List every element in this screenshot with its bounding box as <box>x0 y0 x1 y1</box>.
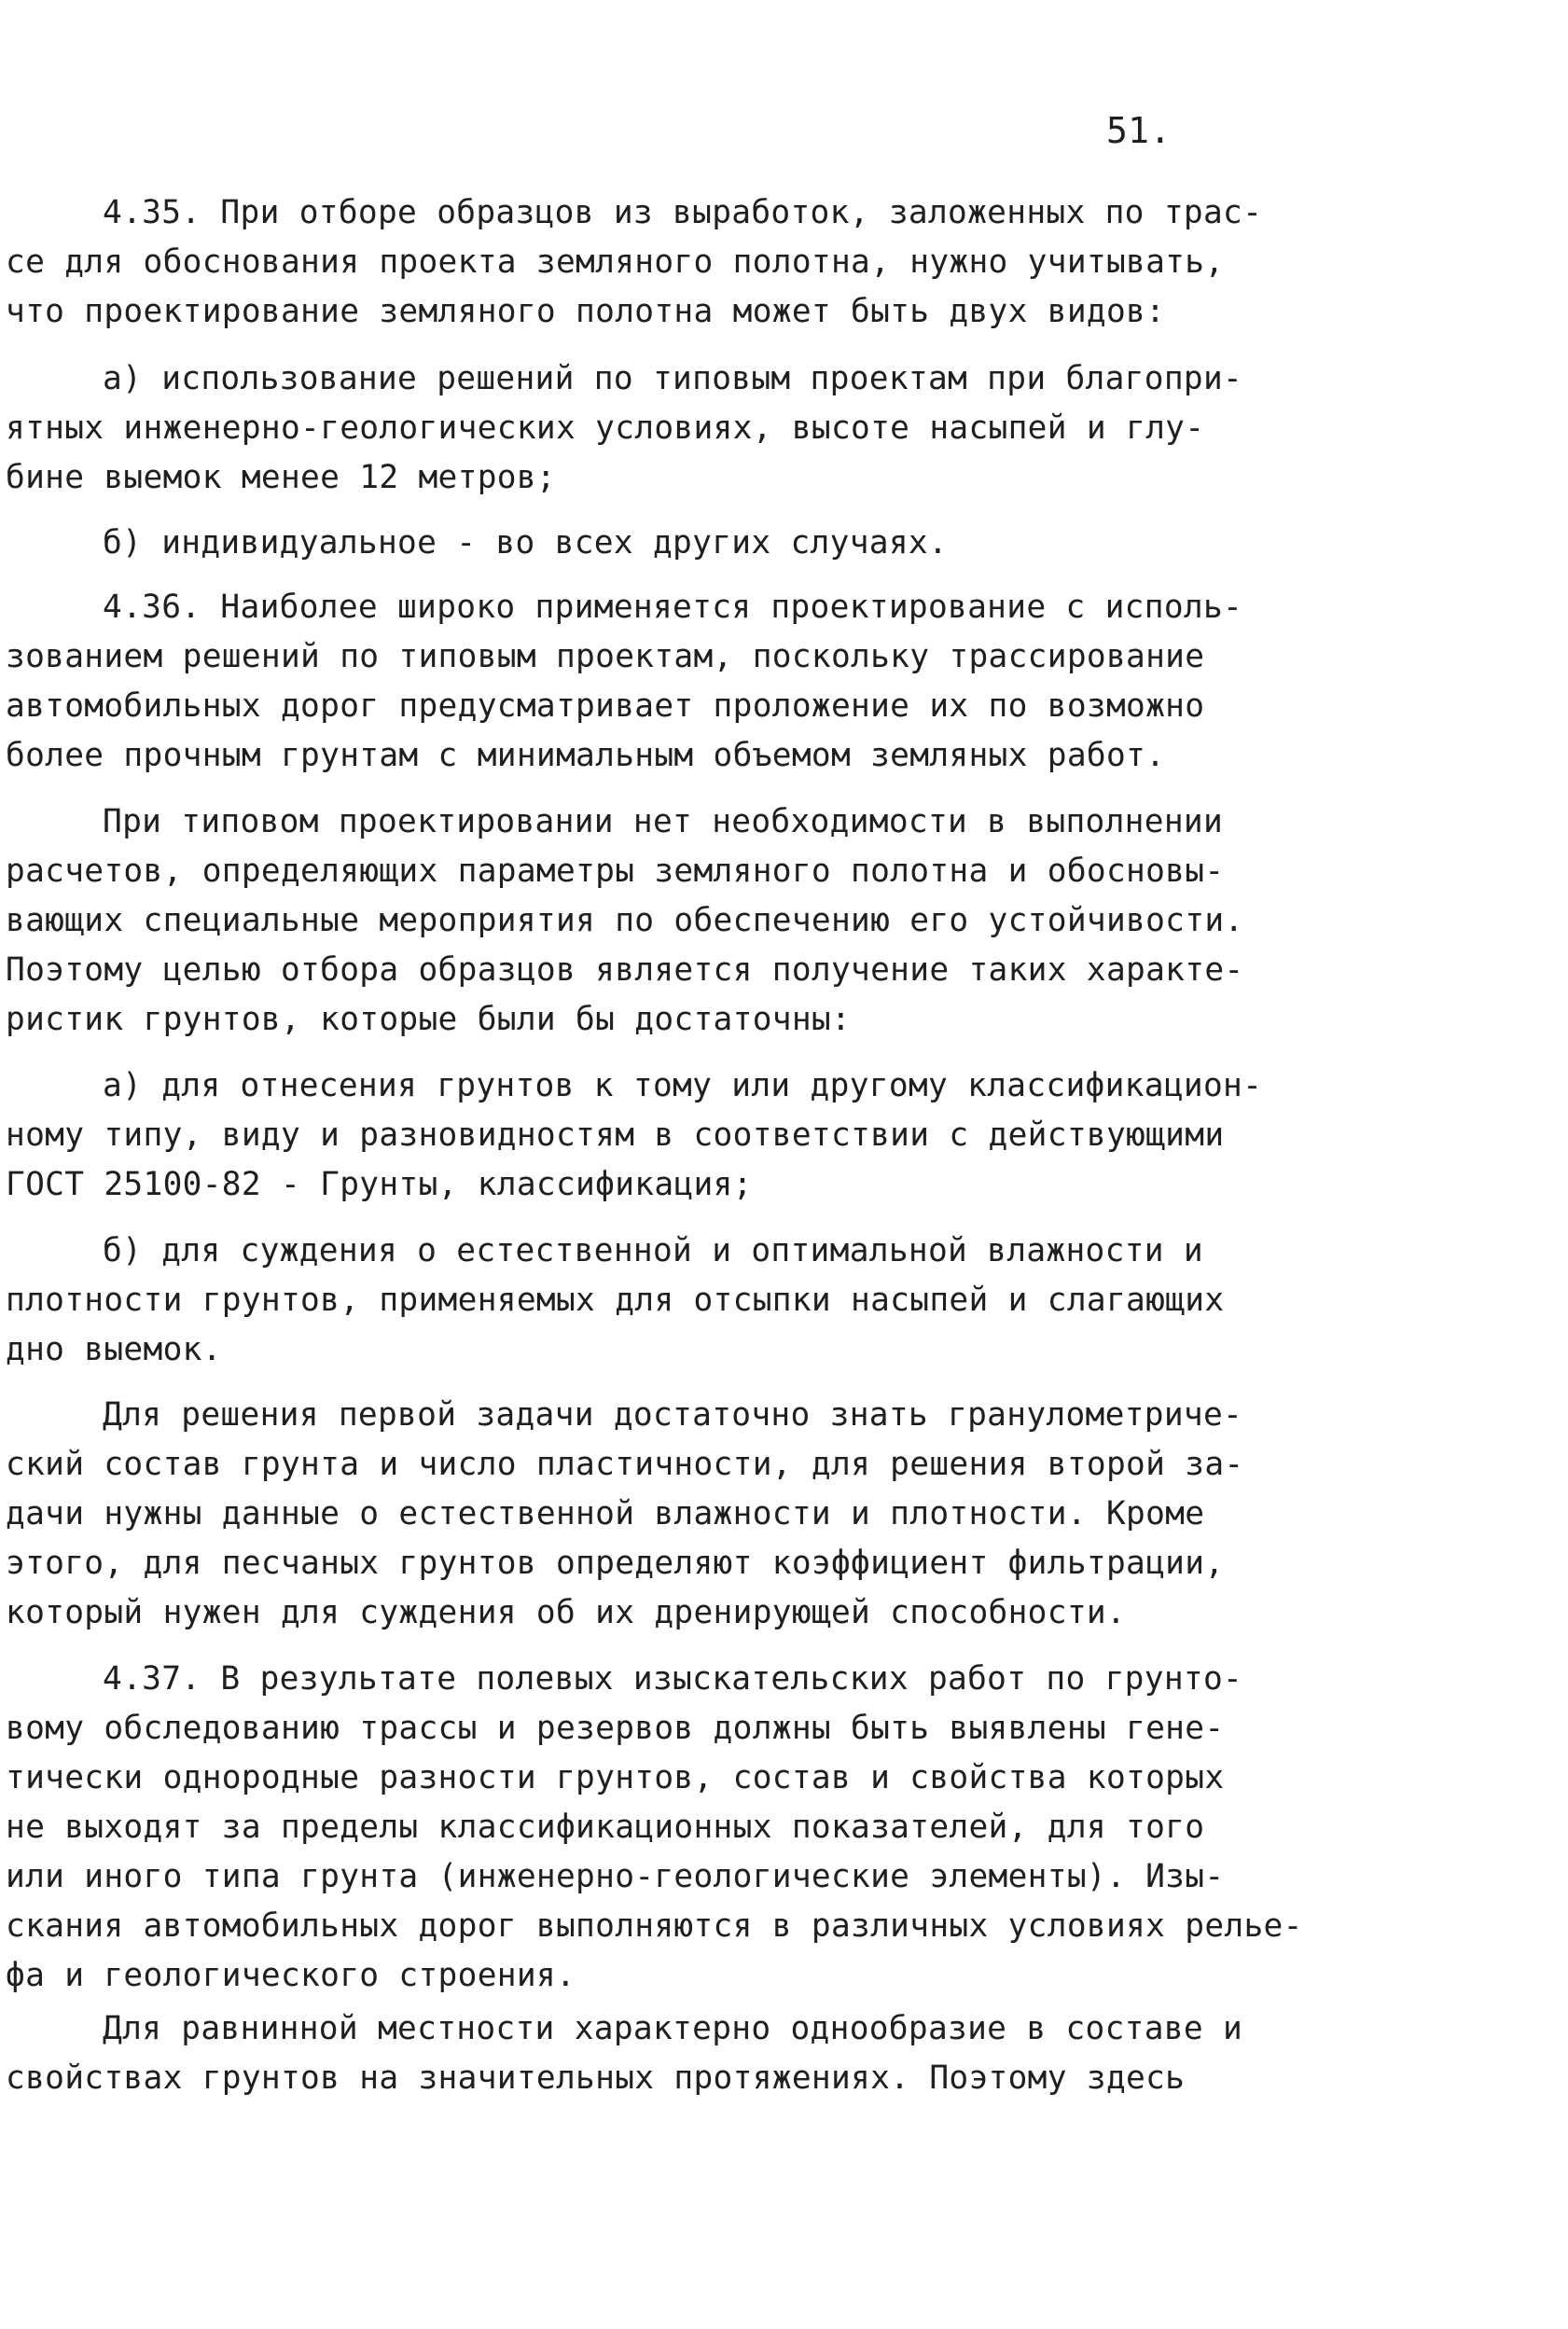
text-line: автомобильных дорог предусматривает проложение их по возможно <box>6 687 1205 725</box>
text-line: скания автомобильных дорог выполняются в различных условиях релье- <box>6 1907 1303 1945</box>
text-line: а) использование решений по типовым проектам при благопри- <box>103 360 1243 397</box>
text-line: Для решения первой задачи достаточно знать гранулометриче- <box>103 1396 1243 1434</box>
text-line: более прочным грунтам с минимальным объемом земляных работ. <box>6 737 1166 774</box>
text-line: который нужен для суждения об их дренирующей способности. <box>6 1594 1127 1631</box>
text-line: свойствах грунтов на значительных протяжениях. Поэтому здесь <box>6 2059 1186 2097</box>
text-line: ГОСТ 25100-82 - Грунты, классификация; <box>6 1166 753 1203</box>
text-line: се для обоснования проекта земляного полотна, нужно учитывать, <box>6 243 1225 281</box>
text-line: 4.35. При отборе образцов из выработок, заложенных по трас- <box>103 194 1263 231</box>
text-line: 4.37. В результате полевых изыскательских работ по грунто- <box>103 1660 1243 1698</box>
text-line: ному типу, виду и разновидностям в соответствии с действующими <box>6 1116 1225 1154</box>
text-line: вающих специальные мероприятия по обеспечению его устойчивости. <box>6 902 1244 939</box>
text-line: не выходят за пределы классификационных показателей, для того <box>6 1809 1205 1846</box>
text-line: что проектирование земляного полотна может быть двух видов: <box>6 293 1166 330</box>
text-line: бине выемок менее 12 метров; <box>6 459 556 496</box>
text-line: фа и геологического строения. <box>6 1957 576 1994</box>
text-line: ский состав грунта и число пластичности, для решения второй за- <box>6 1446 1244 1483</box>
text-line: дно выемок. <box>6 1331 222 1368</box>
text-line: зованием решений по типовым проектам, поскольку трассирование <box>6 638 1205 675</box>
text-line: Для равнинной местности характерно однообразие в составе и <box>103 2010 1243 2047</box>
text-line: Поэтому целью отбора образцов является получение таких характе- <box>6 951 1244 989</box>
text-line: При типовом проектировании нет необходимости в выполнении <box>103 803 1224 840</box>
text-line: 4.36. Наиболее широко применяется проектирование с исполь- <box>103 589 1243 626</box>
page-number: 51. <box>1106 110 1172 151</box>
text-line: б) индивидуальное - во всех других случаях. <box>103 524 949 561</box>
text-line: вому обследованию трассы и резервов должны быть выявлены гене- <box>6 1710 1225 1747</box>
text-line: расчетов, определяющих параметры земляного полотна и обосновы- <box>6 853 1225 890</box>
text-line: ристик грунтов, которые были бы достаточны: <box>6 1001 852 1038</box>
text-line: или иного типа грунта (инженерно-геологические элементы). Изы- <box>6 1858 1225 1895</box>
text-line: а) для отнесения грунтов к тому или другому классификацион- <box>103 1067 1263 1104</box>
text-line: этого, для песчаных грунтов определяют коэффициент фильтрации, <box>6 1545 1225 1582</box>
text-line: дачи нужны данные о естественной влажности и плотности. Кроме <box>6 1495 1205 1532</box>
text-line: б) для суждения о естественной и оптимальной влажности и <box>103 1232 1203 1269</box>
text-line: плотности грунтов, применяемых для отсыпки насыпей и слагающих <box>6 1282 1225 1319</box>
text-line: тически однородные разности грунтов, состав и свойства которых <box>6 1759 1225 1796</box>
text-line: ятных инженерно-геологических условиях, высоте насыпей и глу- <box>6 409 1205 447</box>
